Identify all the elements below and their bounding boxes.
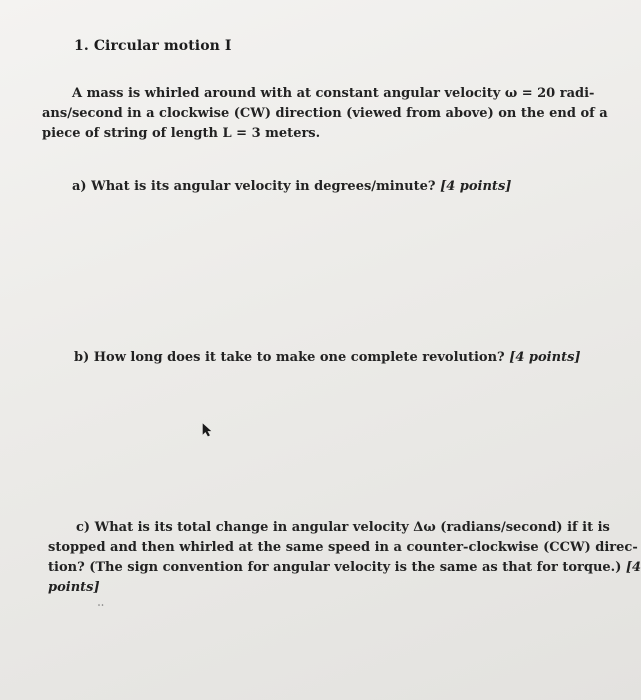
question-c bbox=[48, 518, 641, 598]
question-c-line-2: stopped and then whirled at the same speed in a counter-clockwise (CCW) direc- bbox=[48, 540, 638, 555]
question-a-points: [4 points] bbox=[440, 179, 512, 194]
section-number: 1. bbox=[74, 38, 89, 54]
question-b-text: b) How long does it take to make one complete revolution? bbox=[74, 350, 505, 365]
question-a bbox=[72, 177, 617, 197]
question-c-line-1: c) What is its total change in angular velocity Δω (radians/second) if it is bbox=[76, 520, 610, 535]
problem-statement-line-1: A mass is whirled around with at constant angular velocity ω = 20 radi- bbox=[72, 86, 595, 101]
question-a-text: a) What is its angular velocity in degrees/minute? bbox=[72, 179, 436, 194]
question-b bbox=[74, 348, 619, 368]
question-b-points: [4 points] bbox=[509, 350, 581, 365]
question-c-points-start: [4 bbox=[625, 560, 641, 575]
section-heading bbox=[74, 38, 232, 54]
problem-statement-line-2: ans/second in a clockwise (CW) direction (viewed from above) on the end of a bbox=[42, 106, 608, 121]
question-c-points-end: points] bbox=[48, 580, 100, 595]
problem-statement-line-3: piece of string of length L = 3 meters. bbox=[42, 126, 321, 141]
problem-statement bbox=[42, 84, 608, 144]
section-title: Circular motion I bbox=[93, 38, 232, 54]
stray-mark bbox=[98, 604, 104, 606]
mouse-cursor-icon bbox=[202, 423, 212, 437]
question-c-line-3: tion? (The sign convention for angular velocity is the same as that for torque.) bbox=[48, 560, 622, 575]
